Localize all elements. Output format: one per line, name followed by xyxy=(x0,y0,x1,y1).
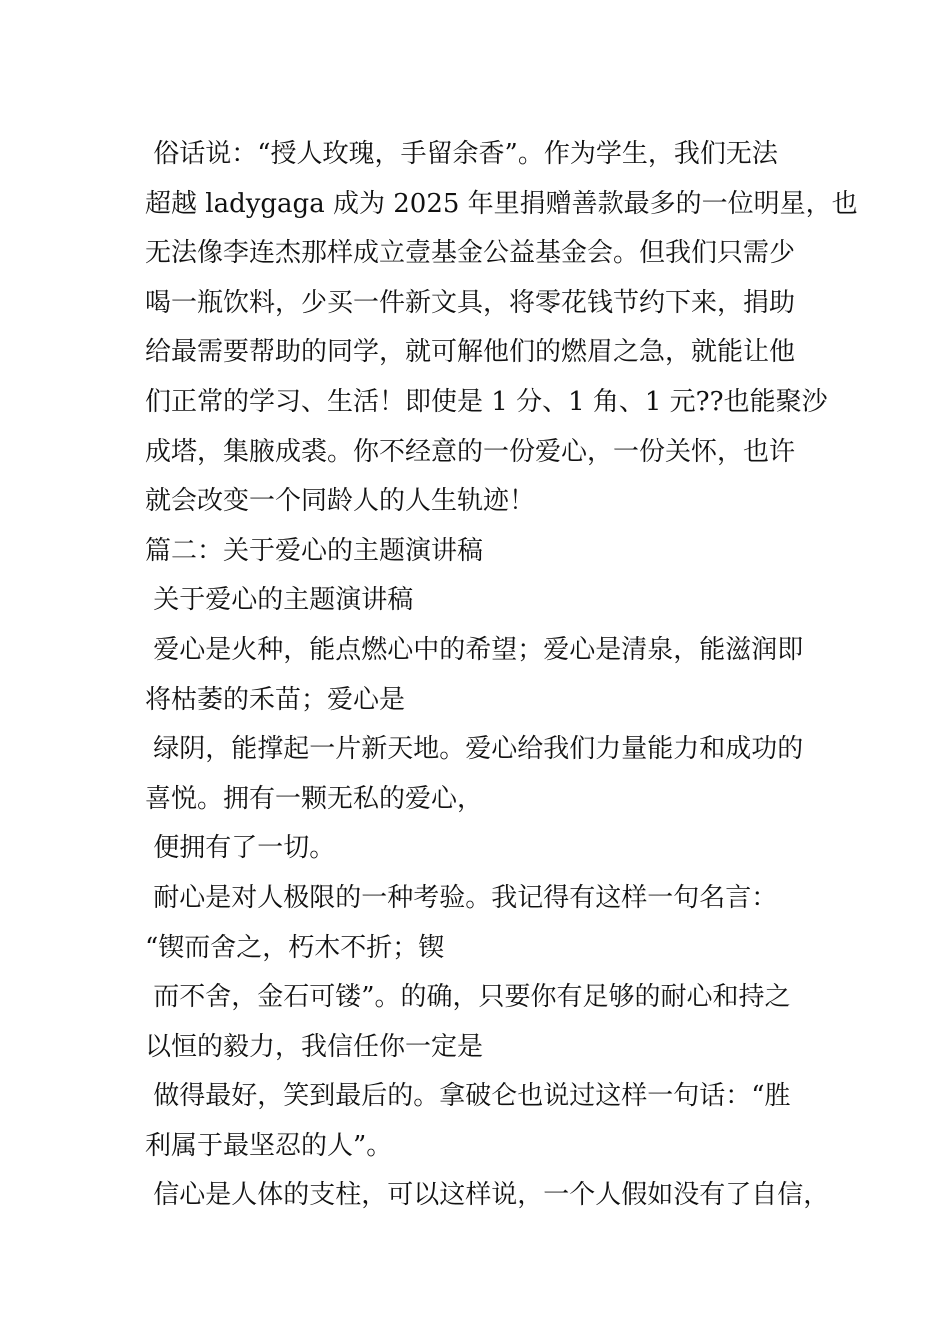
text-line: 做得最好，笑到最后的。拿破仑也说过这样一句话：“胜 xyxy=(145,1081,791,1112)
section-heading: 篇二：关于爱心的主题演讲稿 xyxy=(145,535,484,566)
text-line: 俗话说：“授人玫瑰，手留余香”。作为学生，我们无法 xyxy=(145,139,778,169)
text-line: 绿阴，能撑起一片新天地。爱心给我们力量能力和成功的 xyxy=(145,734,804,765)
text-line: 喜悦。拥有一颗无私的爱心， xyxy=(145,783,484,814)
text-line: 超越 ladygaga 成为 2025 年里捐赠善款最多的一位明星，也 xyxy=(145,188,858,219)
speech-title: 关于爱心的主题演讲稿 xyxy=(145,585,414,616)
text-line: 以恒的毅力，我信任你一定是 xyxy=(145,1031,484,1062)
text-line: 爱心是火种，能点燃心中的希望；爱心是清泉，能滋润即 xyxy=(145,634,804,665)
text-line: 而不舍，金石可镂”。的确，只要你有足够的耐心和持之 xyxy=(145,982,791,1013)
text-line: “锲而舍之，朽木不折；锲 xyxy=(145,932,445,963)
text-line: 成塔，集腋成裘。你不经意的一份爱心，一份关怀，也许 xyxy=(145,436,796,467)
text-line: 将枯萎的禾苗；爱心是 xyxy=(145,684,406,715)
text-line: 就会改变一个同龄人的人生轨迹！ xyxy=(145,486,536,517)
text-line: 信心是人体的支柱，可以这样说，一个人假如没有了自信， xyxy=(145,1180,830,1211)
text-line: 喝一瓶饮料，少买一件新文具，将零花钱节约下来，捐助 xyxy=(145,287,796,318)
document-body xyxy=(145,130,858,1221)
text-line: 给最需要帮助的同学，就可解他们的燃眉之急，就能让他 xyxy=(145,337,796,368)
text-line: 利属于最坚忍的人”。 xyxy=(145,1130,393,1161)
text-line: 们正常的学习、生活！即使是 1 分、1 角、1 元??也能聚沙 xyxy=(145,386,828,417)
text-line: 耐心是对人极限的一种考验。我记得有这样一句名言： xyxy=(145,882,778,913)
text-line: 无法像李连杰那样成立壹基金公益基金会。但我们只需少 xyxy=(145,238,796,269)
text-line: 便拥有了一切。 xyxy=(145,833,336,864)
